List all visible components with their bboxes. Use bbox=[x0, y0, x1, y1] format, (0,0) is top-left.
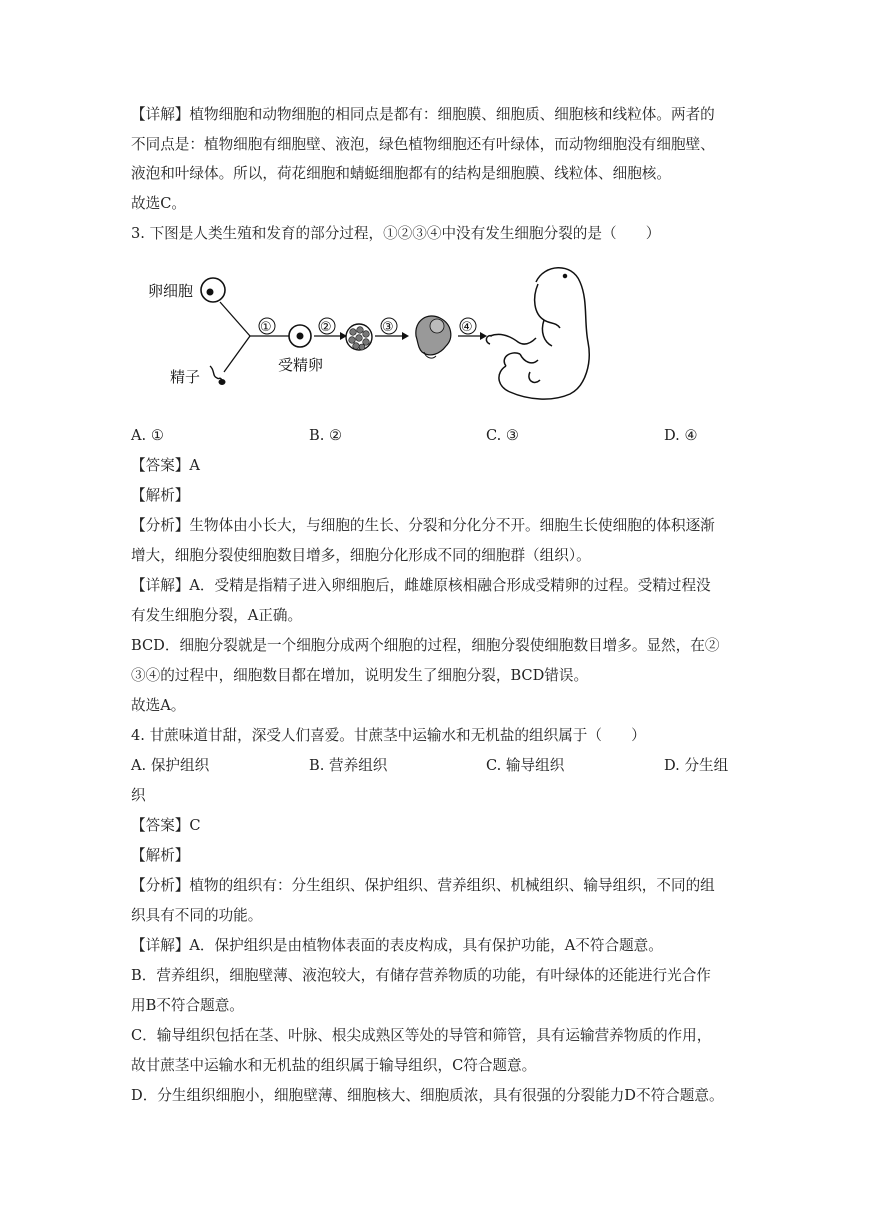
q3-analysis-line-2: 增大，细胞分裂使细胞数目增多，细胞分化形成不同的细胞群（组织）。 bbox=[131, 547, 591, 564]
q3-answer: 【答案】A bbox=[131, 457, 200, 474]
q3-conclusion: 故选A。 bbox=[131, 697, 186, 714]
q4-stem: 4. 甘蔗味道甘甜，深受人们喜爱。甘蔗茎中运输水和无机盐的组织属于（ ） bbox=[131, 727, 646, 744]
q3-detail-line-1: 【详解】A．受精是指精子进入卵细胞后，雌雄原核相融合形成受精卵的过程。受精过程没 bbox=[131, 577, 711, 594]
q4-detail-line-6: D．分生组织细胞小，细胞壁薄、细胞核大、细胞质浓，具有很强的分裂能力D不符合题意。 bbox=[131, 1087, 724, 1104]
step-1-label: ① bbox=[260, 320, 272, 335]
q4-detail-line-5: 故甘蔗茎中运输水和无机盐的组织属于输导组织，C符合题意。 bbox=[131, 1057, 537, 1074]
q4-analysis-header: 【解析】 bbox=[131, 847, 190, 864]
q4-option-c: C. 输导组织 bbox=[486, 757, 565, 774]
q3-option-d: D. ④ bbox=[664, 427, 698, 444]
step-4-label: ④ bbox=[461, 320, 473, 335]
q3-detail-line-3: BCD．细胞分裂就是一个细胞分成两个细胞的过程，细胞分裂使细胞数目增多。显然，在② bbox=[131, 637, 720, 654]
q4-detail-line-4: C．输导组织包括在茎、叶脉、根尖成熟区等处的导管和筛管，具有运输营养物质的作用， bbox=[131, 1027, 712, 1044]
q3-option-b: B. ② bbox=[309, 427, 343, 444]
q2-conclusion: 故选C。 bbox=[131, 195, 186, 212]
q4-option-b: B. 营养组织 bbox=[309, 757, 388, 774]
q2-detail-line-2: 不同点是：植物细胞有细胞壁、液泡，绿色植物细胞还有叶绿体，而动物细胞没有细胞壁、 bbox=[131, 136, 715, 153]
q4-detail-line-1: 【详解】A．保护组织是由植物体表面的表皮构成，具有保护功能，A不符合题意。 bbox=[131, 937, 663, 954]
sperm-label: 精子 bbox=[170, 368, 201, 386]
q3-detail-line-2: 有发生细胞分裂，A正确。 bbox=[131, 607, 303, 624]
embryo-icon bbox=[416, 316, 451, 358]
q3-detail-line-4: ③④的过程中，细胞数目都在增加，说明发生了细胞分裂，BCD错误。 bbox=[131, 667, 589, 684]
morula-icon bbox=[346, 324, 372, 350]
q2-detail-line-1: 【详解】植物细胞和动物细胞的相同点是都有：细胞膜、细胞质、细胞核和线粒体。两者的 bbox=[131, 106, 715, 123]
q4-answer: 【答案】C bbox=[131, 817, 201, 834]
q3-option-a: A. ① bbox=[131, 427, 164, 444]
q4-option-d: D. 分生组 bbox=[664, 757, 729, 774]
q3-stem: 3. 下图是人类生殖和发育的部分过程，①②③④中没有发生细胞分裂的是（ ） bbox=[131, 225, 661, 242]
zygote-label: 受精卵 bbox=[278, 356, 324, 374]
step-3-label: ③ bbox=[382, 320, 394, 335]
q3-option-c: C. ③ bbox=[486, 427, 520, 444]
q4-analysis-line-2: 织具有不同的功能。 bbox=[131, 907, 263, 924]
q4-analysis-line-1: 【分析】植物的组织有：分生组织、保护组织、营养组织、机械组织、输导组织，不同的组 bbox=[131, 877, 715, 894]
q4-option-a: A. 保护组织 bbox=[131, 757, 210, 774]
q2-detail-line-3: 液泡和叶绿体。所以，荷花细胞和蜻蜓细胞都有的结构是细胞膜、线粒体、细胞核。 bbox=[131, 165, 671, 182]
q3-analysis-line-1: 【分析】生物体由小长大，与细胞的生长、分裂和分化分不开。细胞生长使细胞的体积逐渐 bbox=[131, 517, 715, 534]
egg-label: 卵细胞 bbox=[148, 282, 194, 300]
q4-detail-line-3: 用B不符合题意。 bbox=[131, 997, 244, 1014]
reproduction-development-figure bbox=[140, 262, 600, 412]
fetus-icon bbox=[486, 268, 589, 399]
egg-cell-icon bbox=[201, 278, 225, 302]
sperm-cell-icon bbox=[219, 379, 226, 385]
q4-detail-line-2: B．营养组织，细胞壁薄、液泡较大，有储存营养物质的功能，有叶绿体的还能进行光合作 bbox=[131, 967, 711, 984]
q4-option-wrap: 织 bbox=[131, 787, 146, 804]
step-2-label: ② bbox=[320, 320, 332, 335]
q3-analysis-header: 【解析】 bbox=[131, 487, 190, 504]
